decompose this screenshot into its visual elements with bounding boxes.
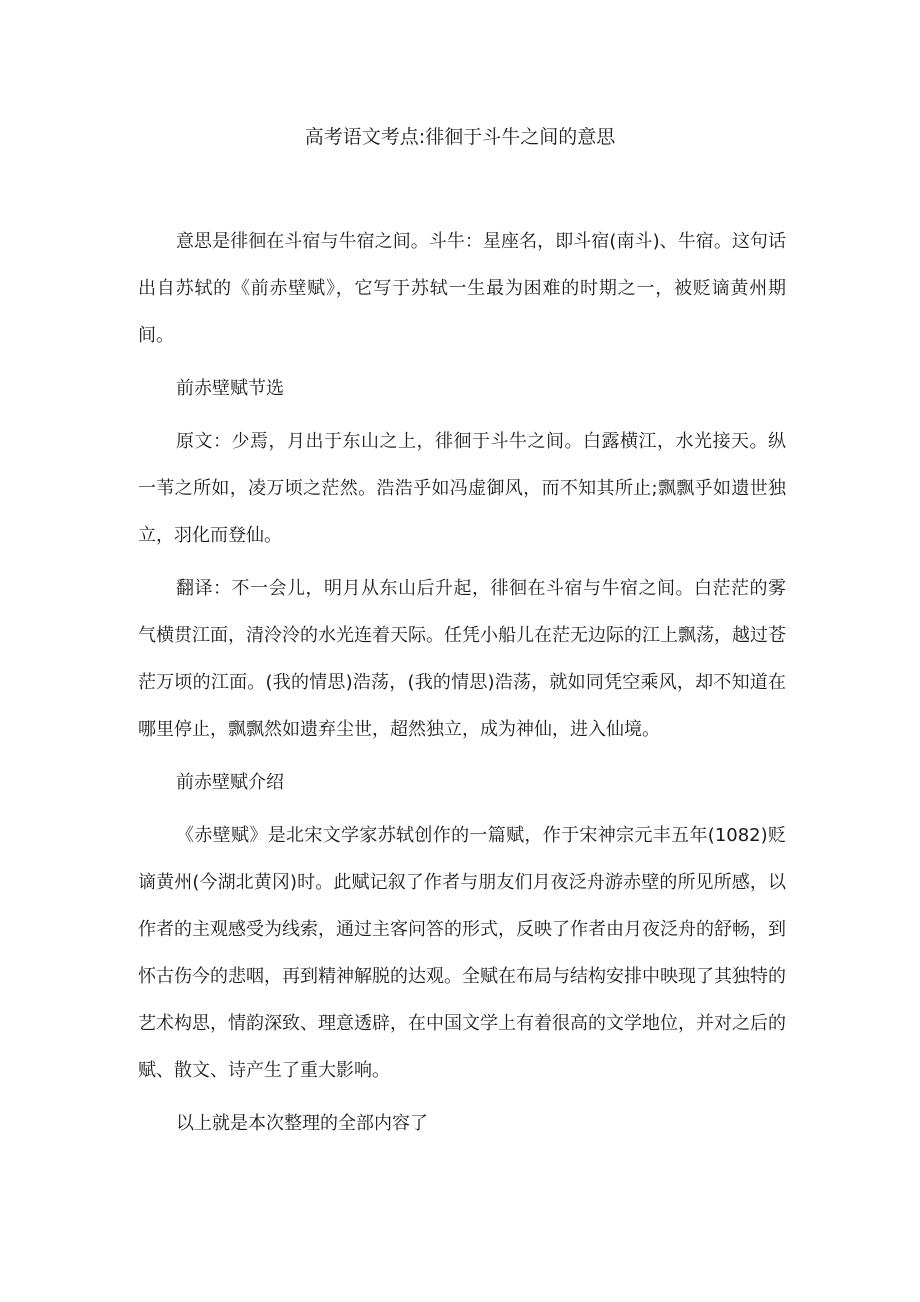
paragraph-meaning: 意思是徘徊在斗宿与牛宿之间。斗牛：星座名，即斗宿(南斗)、牛宿。这句话出自苏轼的《前赤壁赋》，它写于苏轼一生最为困难的时期之一，被贬谪黄州期间。: [138, 231, 786, 346]
paragraph-introduction: 《赤壁赋》是北宋文学家苏轼创作的一篇赋，作于宋神宗元丰五年(1082)贬谪黄州(今湖北黄冈)时。此赋记叙了作者与朋友们月夜泛舟游赤壁的所见所感，以作者的主观感受为线索，通过主客问答的形式，反映了作者由月夜泛舟的舒畅，到怀古伤今的悲咽，再到精神解脱的达观。全赋在布局与结构安排中映现了其独特的艺术构思，情韵深致、理意透辟，在中国文学上有着很高的文学地位，并对之后的赋、散文、诗产生了重大影响。: [138, 825, 786, 1081]
section-heading-introduction: 前赤壁赋介绍: [176, 772, 284, 793]
paragraph-original-text: 原文：少焉，月出于东山之上，徘徊于斗牛之间。白露横江，水光接天。纵一苇之所如，凌万顷之茫然。浩浩乎如冯虚御风，而不知其所止;飘飘乎如遗世独立，羽化而登仙。: [138, 431, 786, 546]
paragraph-translation: 翻译：不一会儿，明月从东山后升起，徘徊在斗宿与牛宿之间。白茫茫的雾气横贯江面，清泠泠的水光连着天际。任凭小船儿在茫无边际的江上飘荡，越过苍茫万顷的江面。(我的情思)浩荡，(我的情思)浩荡，就如同凭空乘风，却不知道在哪里停止，飘飘然如遗弃尘世，超然独立，成为神仙，进入仙境。: [138, 578, 786, 740]
document-body: [138, 218, 786, 1153]
document-title: 高考语文考点:徘徊于斗牛之间的意思: [304, 126, 616, 148]
section-heading-excerpt: 前赤壁赋节选: [176, 378, 284, 399]
paragraph-closing: 以上就是本次整理的全部内容了: [176, 1113, 428, 1134]
